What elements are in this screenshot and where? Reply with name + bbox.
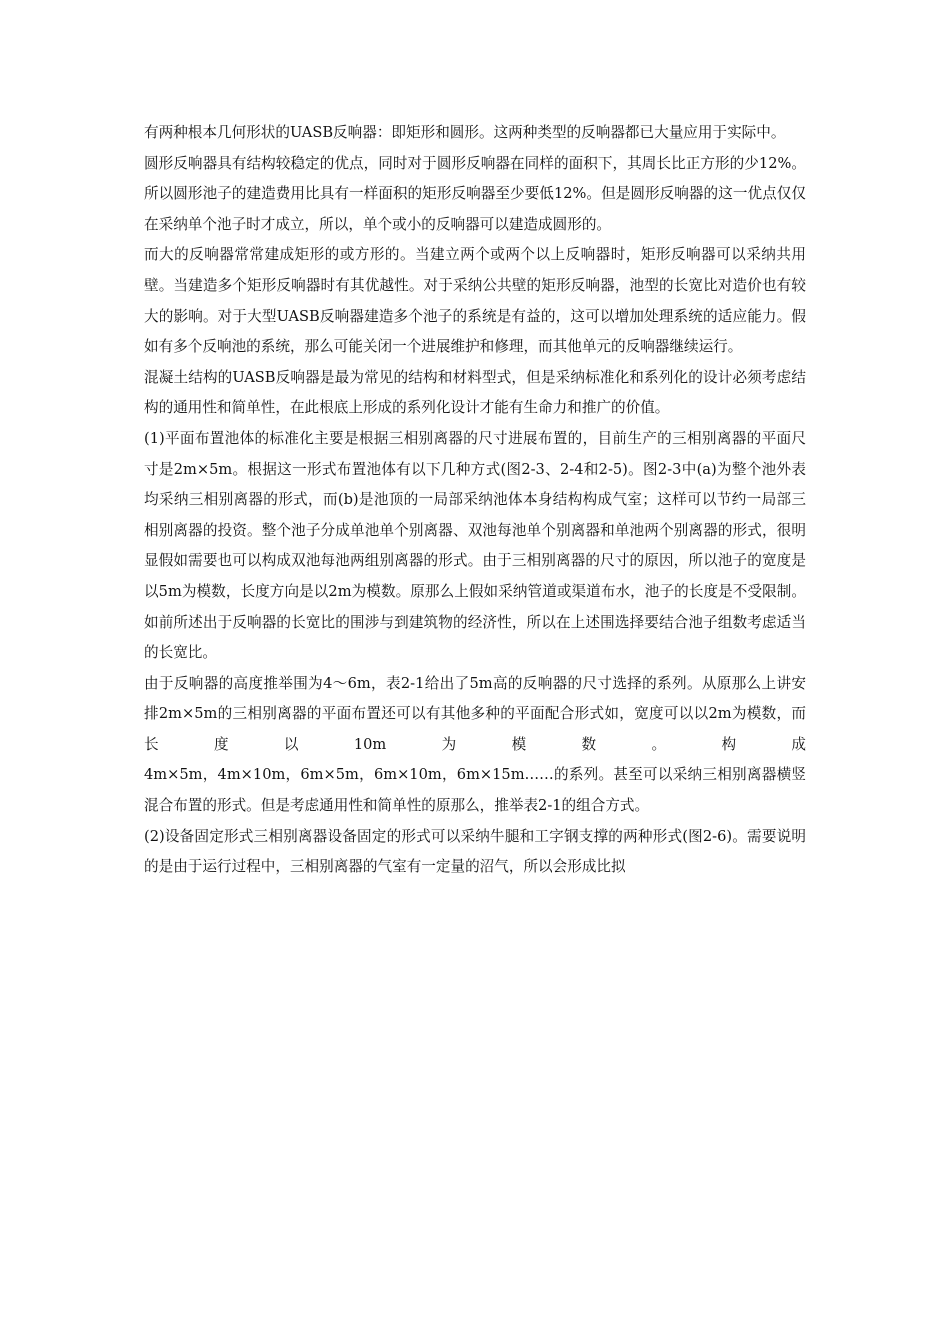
- paragraph-plan-layout: (1)平面布置池体的标准化主要是根据三相别离器的尺寸进展布置的，目前生产的三相别离器的平面尺寸是2m×5m。根据这一形式布置池体有以下几种方式(图2-3、2-4和2-5)。图2-3中(a)为整个池外表均采纳三相别离器的形式，而(b)是池顶的一局部采纳池体本身结构构成气室；这样可以节约一局部三相别离器的投资。整个池子分成单池单个别离器、双池每池单个别离器和单池两个别离器的形式，很明显假如需要也可以构成双池每池两组别离器的形式。由于三相别离器的尺寸的原因，所以池子的宽度是以5m为模数，长度方向是以2m为模数。原那么上假如采纳管道或渠道布水，池子的长度是不受限制。如前所述出于反响器的长宽比的围涉与到建筑物的经济性，所以在上述围选择要结合池子组数考虑适当的长宽比。: [144, 429, 806, 662]
- paragraph-concrete-structure: 混凝土结构的UASB反响器是最为常见的结构和材料型式，但是采纳标准化和系列化的设计必须考虑结构的通用性和简单性，在此根底上形成的系列化设计才能有生命力和推广的价值。: [144, 368, 806, 417]
- paragraph-reactor-height: 由于反响器的高度推举围为4～6m，表2-1给出了5m高的反响器的尺寸选择的系列。从原那么上讲安排2m×5m的三相别离器的平面布置还可以有其他多种的平面配合形式如，宽度可以以2m为模数，而长度以10m为模数。构成: [144, 674, 806, 753]
- paragraph-series: 4m×5m，4m×10m，6m×5m，6m×10m，6m×15m……的系列。甚至可以采纳三相别离器横竖混合布置的形式。但是考虑通用性和简单性的原那么，推举表2-1的组合方式。: [144, 766, 806, 815]
- paragraph-rectangular-reactor: 而大的反响器常常建成矩形的或方形的。当建立两个或两个以上反响器时，矩形反响器可以采纳共用壁。当建造多个矩形反响器时有其优越性。对于采纳公共壁的矩形反响器，池型的长宽比对造价也有较大的影响。对于大型UASB反响器建造多个池子的系统是有益的，这可以增加处理系统的适应能力。假如有多个反响池的系统，那么可能关闭一个进展维护和修理，而其他单元的反响器继续运行。: [144, 246, 806, 356]
- document-body: [144, 118, 806, 883]
- paragraph-equipment-fixing: (2)设备固定形式三相别离器设备固定的形式可以采纳牛腿和工字钢支撑的两种形式(图2-6)。需要说明的是由于运行过程中，三相别离器的气室有一定量的沼气，所以会形成比拟: [144, 827, 806, 876]
- paragraph-shapes: 有两种根本几何形状的UASB反响器：即矩形和圆形。这两种类型的反响器都已大量应用于实际中。: [144, 124, 786, 141]
- paragraph-circular-reactor: 圆形反响器具有结构较稳定的优点，同时对于圆形反响器在同样的面积下，其周长比正方形的少12%。所以圆形池子的建造费用比具有一样面积的矩形反响器至少要低12%。但是圆形反响器的这一优点仅仅在采纳单个池子时才成立，所以，单个或小的反响器可以建造成圆形的。: [144, 154, 806, 233]
